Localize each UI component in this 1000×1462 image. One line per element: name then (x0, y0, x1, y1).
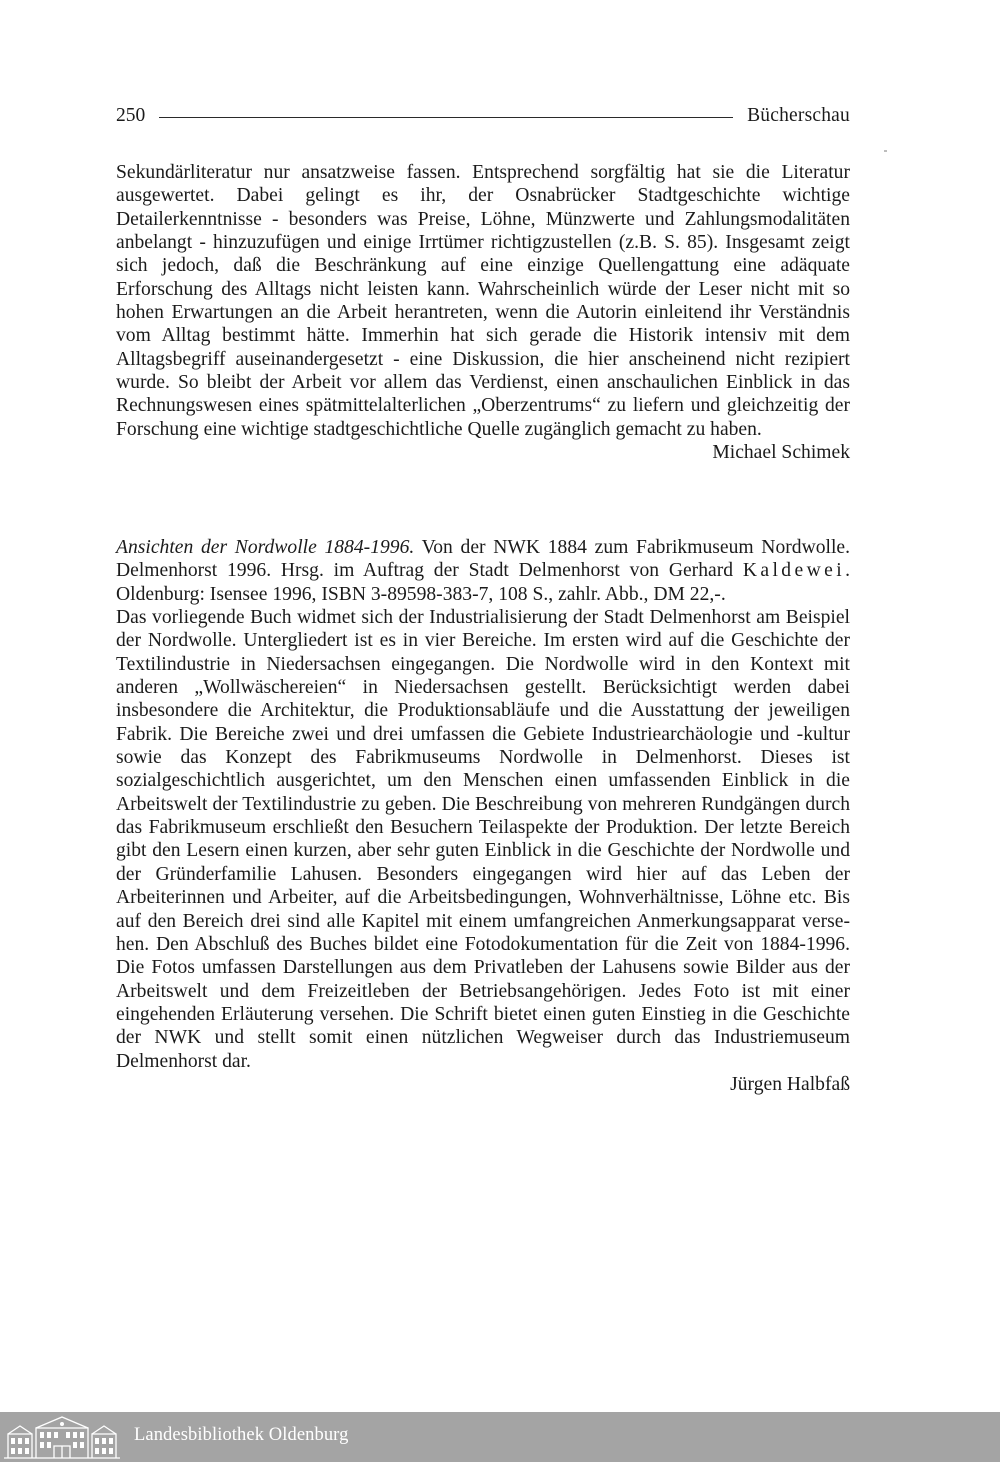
editor-surname: Kaldewei (742, 560, 846, 582)
review-continuation (116, 161, 850, 464)
citation-publisher: . Oldenburg: Isensee 1996, ISBN 3-89598-383-7, 108 S., zahlr. Abb., DM 22,-. (116, 560, 850, 605)
bibliographic-citation (116, 536, 850, 606)
page-number: 250 (116, 105, 146, 126)
library-name: Landesbibliothek Oldenburg (134, 1425, 349, 1445)
reviewer-signature: Jürgen Halbfaß (730, 1073, 850, 1095)
book-title: Ansichten der Nordwolle 1884-1996. (116, 537, 415, 558)
running-header (116, 103, 850, 129)
section-title: Bücherschau (747, 105, 850, 126)
library-building-icon (2, 1414, 122, 1460)
citation-text: Von der NWK 1884 zum Fabrikmuseum Nordwolle. Delmenhorst 1996. Hrsg. im Auftrag der Stadt Delmenhorst von Gerhard (116, 537, 850, 582)
review-paragraph: Sekundärliteratur nur ansatzweise fassen. Entsprechend sorgfältig hat sie die Literatur ausgewertet. Dabei gelingt es ihr, der Osnabrücker Stadtgeschichte wichtige Detailerkenntnisse - besonders was Preise, Löhne, Münzwerte und Zahlungsmodalitäten anbelangt - hinzuzufügen und einige Irrtümer richtigzustellen (z.B. S. 85). Insgesamt zeigt sich jedoch, daß die Beschränkung auf eine einzige Quellengattung eine adäquate Erforschung des Alltags nicht leisten kann. Wahrscheinlich würde der Leser nicht mit so hohen Erwartungen an die Arbeit herantreten, wenn die Autorin einleitend ihr Verständnis vom Alltag bestimmt hätte. Immerhin hat sich gerade die Historik intensiv mit dem Alltagsbegriff auseinandergesetzt - eine Diskussion, die hier anscheinend nicht rezipiert wurde. So bleibt der Arbeit vor allem das Verdienst, einen anschaulichen Einblick in das Rechnungswesen eines spätmittelalterlichen „Oberzentrums“ zu liefern und gleichzeitig der Forschung eine wichtige stadtgeschichtliche Quelle zugänglich gemacht zu haben. (116, 162, 850, 440)
review-paragraph: Das vorliegende Buch widmet sich der Industrialisierung der Stadt Delmenhorst am Beispiel der Nordwolle. Untergliedert ist es in vier Bereiche. Im ersten wird auf die Geschichte der Textilindustrie in Niedersachsen eingegangen. Die Nordwolle wird in den Kontext mit anderen „Wollwäschereien“ in Niedersachsen gestellt. Berücksichtigt werden dabei insbesondere die Architektur, die Produktionsabläufe und die Ausstattung der jeweiligen Fabrik. Die Bereiche zwei und drei umfassen die Gebiete Industriearchäologie und -kultur sowie das Konzept des Fabrikmuseums Nordwolle in Delmenhorst. Dieses ist sozialgeschichtlich ausgerichtet, um den Menschen einen umfassenden Einblick in die Arbeitswelt der Textilindustrie zu geben. Die Beschreibung von mehreren Rundgängen durch das Fabrikmuseum erschließt den Besuchern Teilaspekte der Produktion. Der letzte Bereich gibt den Lesern einen kurzen, aber sehr guten Einblick in die Geschichte der Nordwolle und der Gründerfamilie Lahusen. Besonders eingegangen wird hier auf das Leben der Arbeiterinnen und Arbeiter, auf die Arbeitsbedingungen, Wohnverhältnisse, Löhne etc. Bis auf den Bereich drei sind alle Kapitel mit einem umfangreichen Anmerkungsapparat versehen. Den Abschluß des Buches bildet eine Fotodokumentation für die Zeit von 1884-1996. Die Fotos umfassen Darstellungen aus dem Privatleben der Lahusens sowie Bilder aus der Arbeitswelt und dem Freizeitleben der Betriebsangehörigen. Jedes Foto ist mit einer eingehenden Erläuterung versehen. Die Schrift bietet einen guten Einstieg in die Geschichte der NWK und stellt somit einen nützlichen Wegweiser durch das Industriemuseum Delmenhorst dar. (116, 607, 850, 1072)
book-review (116, 536, 850, 1096)
reviewer-signature: Michael Schimek (712, 442, 850, 464)
margin-mark (884, 150, 887, 152)
library-footer (0, 1412, 1000, 1462)
header-rule (159, 117, 733, 118)
